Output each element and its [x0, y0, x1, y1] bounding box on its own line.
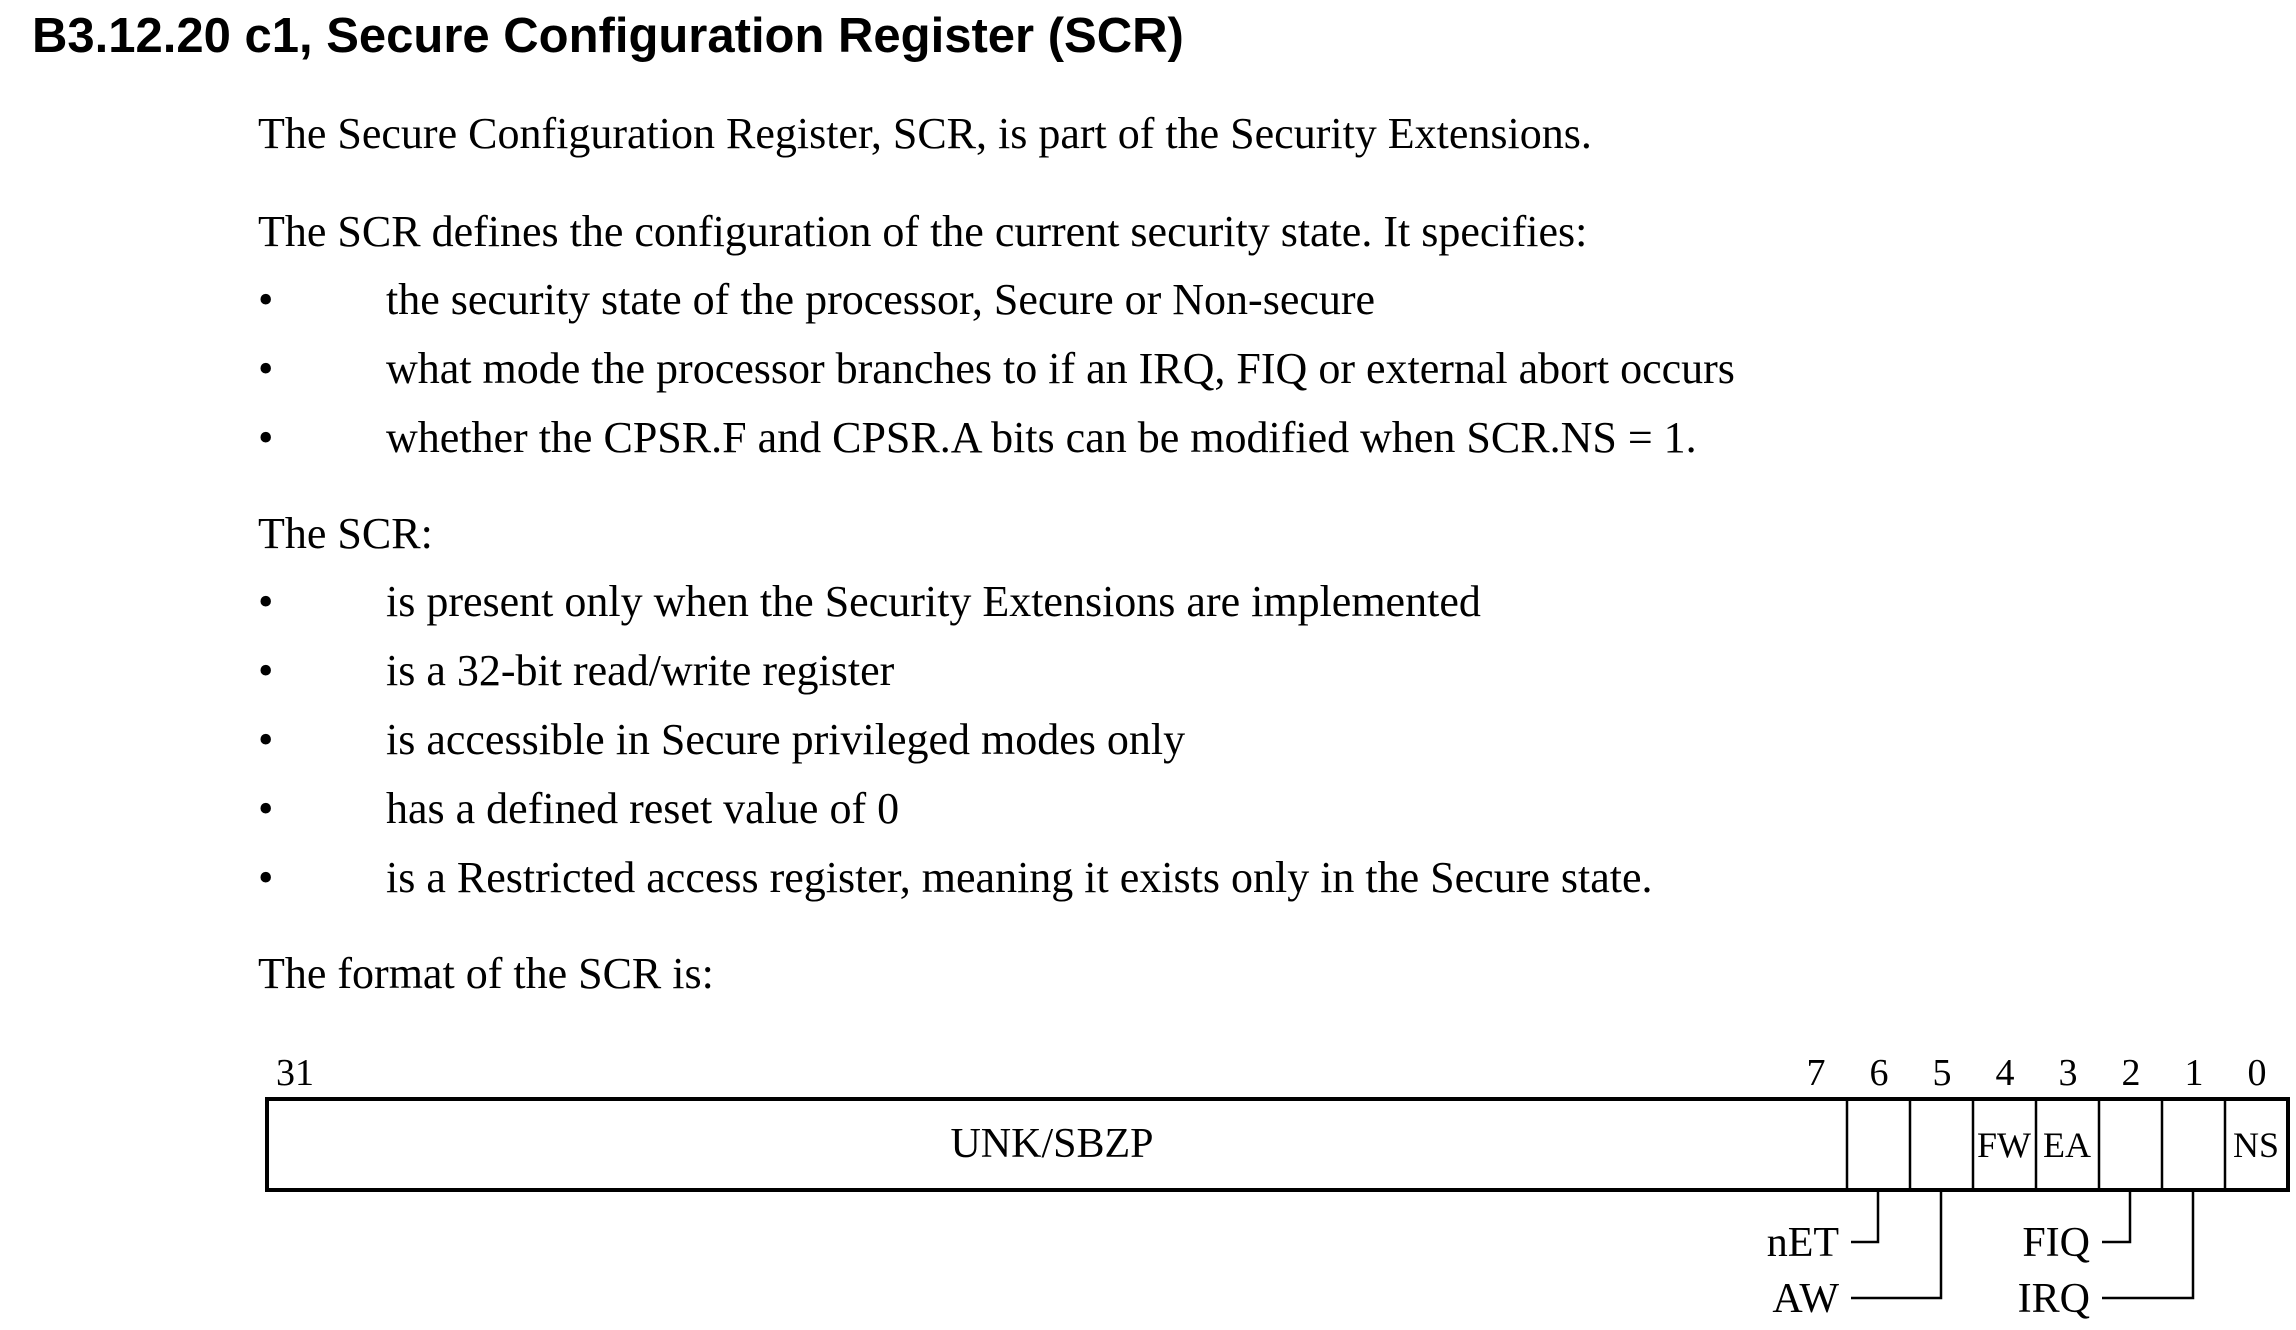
field-ea: EA [2043, 1125, 2091, 1165]
net-leader-line [1851, 1190, 1878, 1242]
aw-leader-line [1851, 1190, 1941, 1298]
properties-lead-paragraph: The SCR: [258, 509, 433, 558]
bullet-icon: • [258, 344, 274, 393]
bit-number-5: 5 [1932, 1052, 1952, 1094]
callout-net: nET [1766, 1220, 1839, 1266]
bit-number-3: 3 [2058, 1052, 2078, 1094]
defines-lead-paragraph: The SCR defines the configuration of the current security state. It specifies: [258, 207, 1588, 256]
bullet-icon: • [258, 577, 274, 626]
bullet-icon: • [258, 646, 274, 695]
bullet-icon: • [258, 715, 274, 764]
format-lead-paragraph: The format of the SCR is: [258, 949, 714, 998]
bullet-icon: • [258, 853, 274, 902]
bullet-icon: • [258, 413, 274, 462]
bullet-icon: • [258, 784, 274, 833]
bit-number-7: 7 [1806, 1052, 1826, 1094]
field-unk-sbzp: UNK/SBZP [950, 1121, 1154, 1167]
callout-irq: IRQ [2017, 1276, 2090, 1322]
callout-fiq: FIQ [2022, 1220, 2090, 1266]
bit-number-31: 31 [276, 1052, 314, 1094]
irq-leader-line [2102, 1190, 2193, 1298]
field-ns: NS [2232, 1125, 2280, 1165]
section-heading: B3.12.20 c1, Secure Configuration Register (SCR) [32, 9, 1184, 63]
bullet-icon: • [258, 275, 274, 324]
bit-number-6: 6 [1869, 1052, 1889, 1094]
bit-number-4: 4 [1995, 1052, 2015, 1094]
intro-paragraph: The Secure Configuration Register, SCR, is part of the Security Extensions. [258, 109, 1592, 158]
bit-number-0: 0 [2247, 1052, 2267, 1094]
callout-aw: AW [1772, 1276, 1839, 1322]
fiq-leader-line [2102, 1190, 2130, 1242]
bit-number-2: 2 [2121, 1052, 2141, 1094]
field-fw: FW [1977, 1125, 2031, 1165]
bit-number-1: 1 [2184, 1052, 2204, 1094]
